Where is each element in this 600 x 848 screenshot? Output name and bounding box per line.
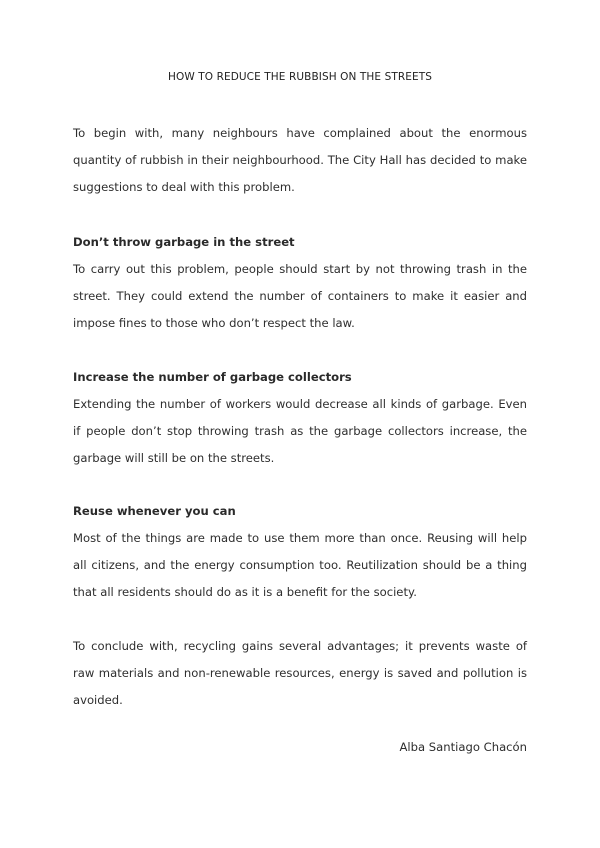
section-body-garbage-collectors: Extending the number of workers would decrease all kinds of garbage. Even if people don’t stop throwing trash as the garbage collectors increase, the garbage will still be on the streets. [73,397,527,465]
section-heading-reuse: Reuse whenever you can [73,504,236,518]
section-heading-garbage-collectors: Increase the number of garbage collectors [73,370,352,384]
section-heading-dont-throw-garbage: Don’t throw garbage in the street [73,235,295,249]
conclusion-paragraph: To conclude with, recycling gains several advantages; it prevents waste of raw materials and non-renewable resources, energy is saved and pollution is avoided. [73,639,527,707]
section-body-reuse: Most of the things are made to use them more than once. Reusing will help all citizens, and the energy consumption too. Reutilization should be a thing that all residents should do as it is a benefit for the society. [73,531,527,599]
intro-paragraph: To begin with, many neighbours have complained about the enormous quantity of rubbish in their neighbourhood. The City Hall has decided to make suggestions to deal with this problem. [73,126,527,194]
document-title: HOW TO REDUCE THE RUBBISH ON THE STREETS [167,71,433,83]
section-body-dont-throw-garbage: To carry out this problem, people should start by not throwing trash in the street. They could extend the number of containers to make it easier and impose fines to those who don’t respect the law. [73,262,527,330]
author-signature: Alba Santiago Chacón [399,740,527,754]
